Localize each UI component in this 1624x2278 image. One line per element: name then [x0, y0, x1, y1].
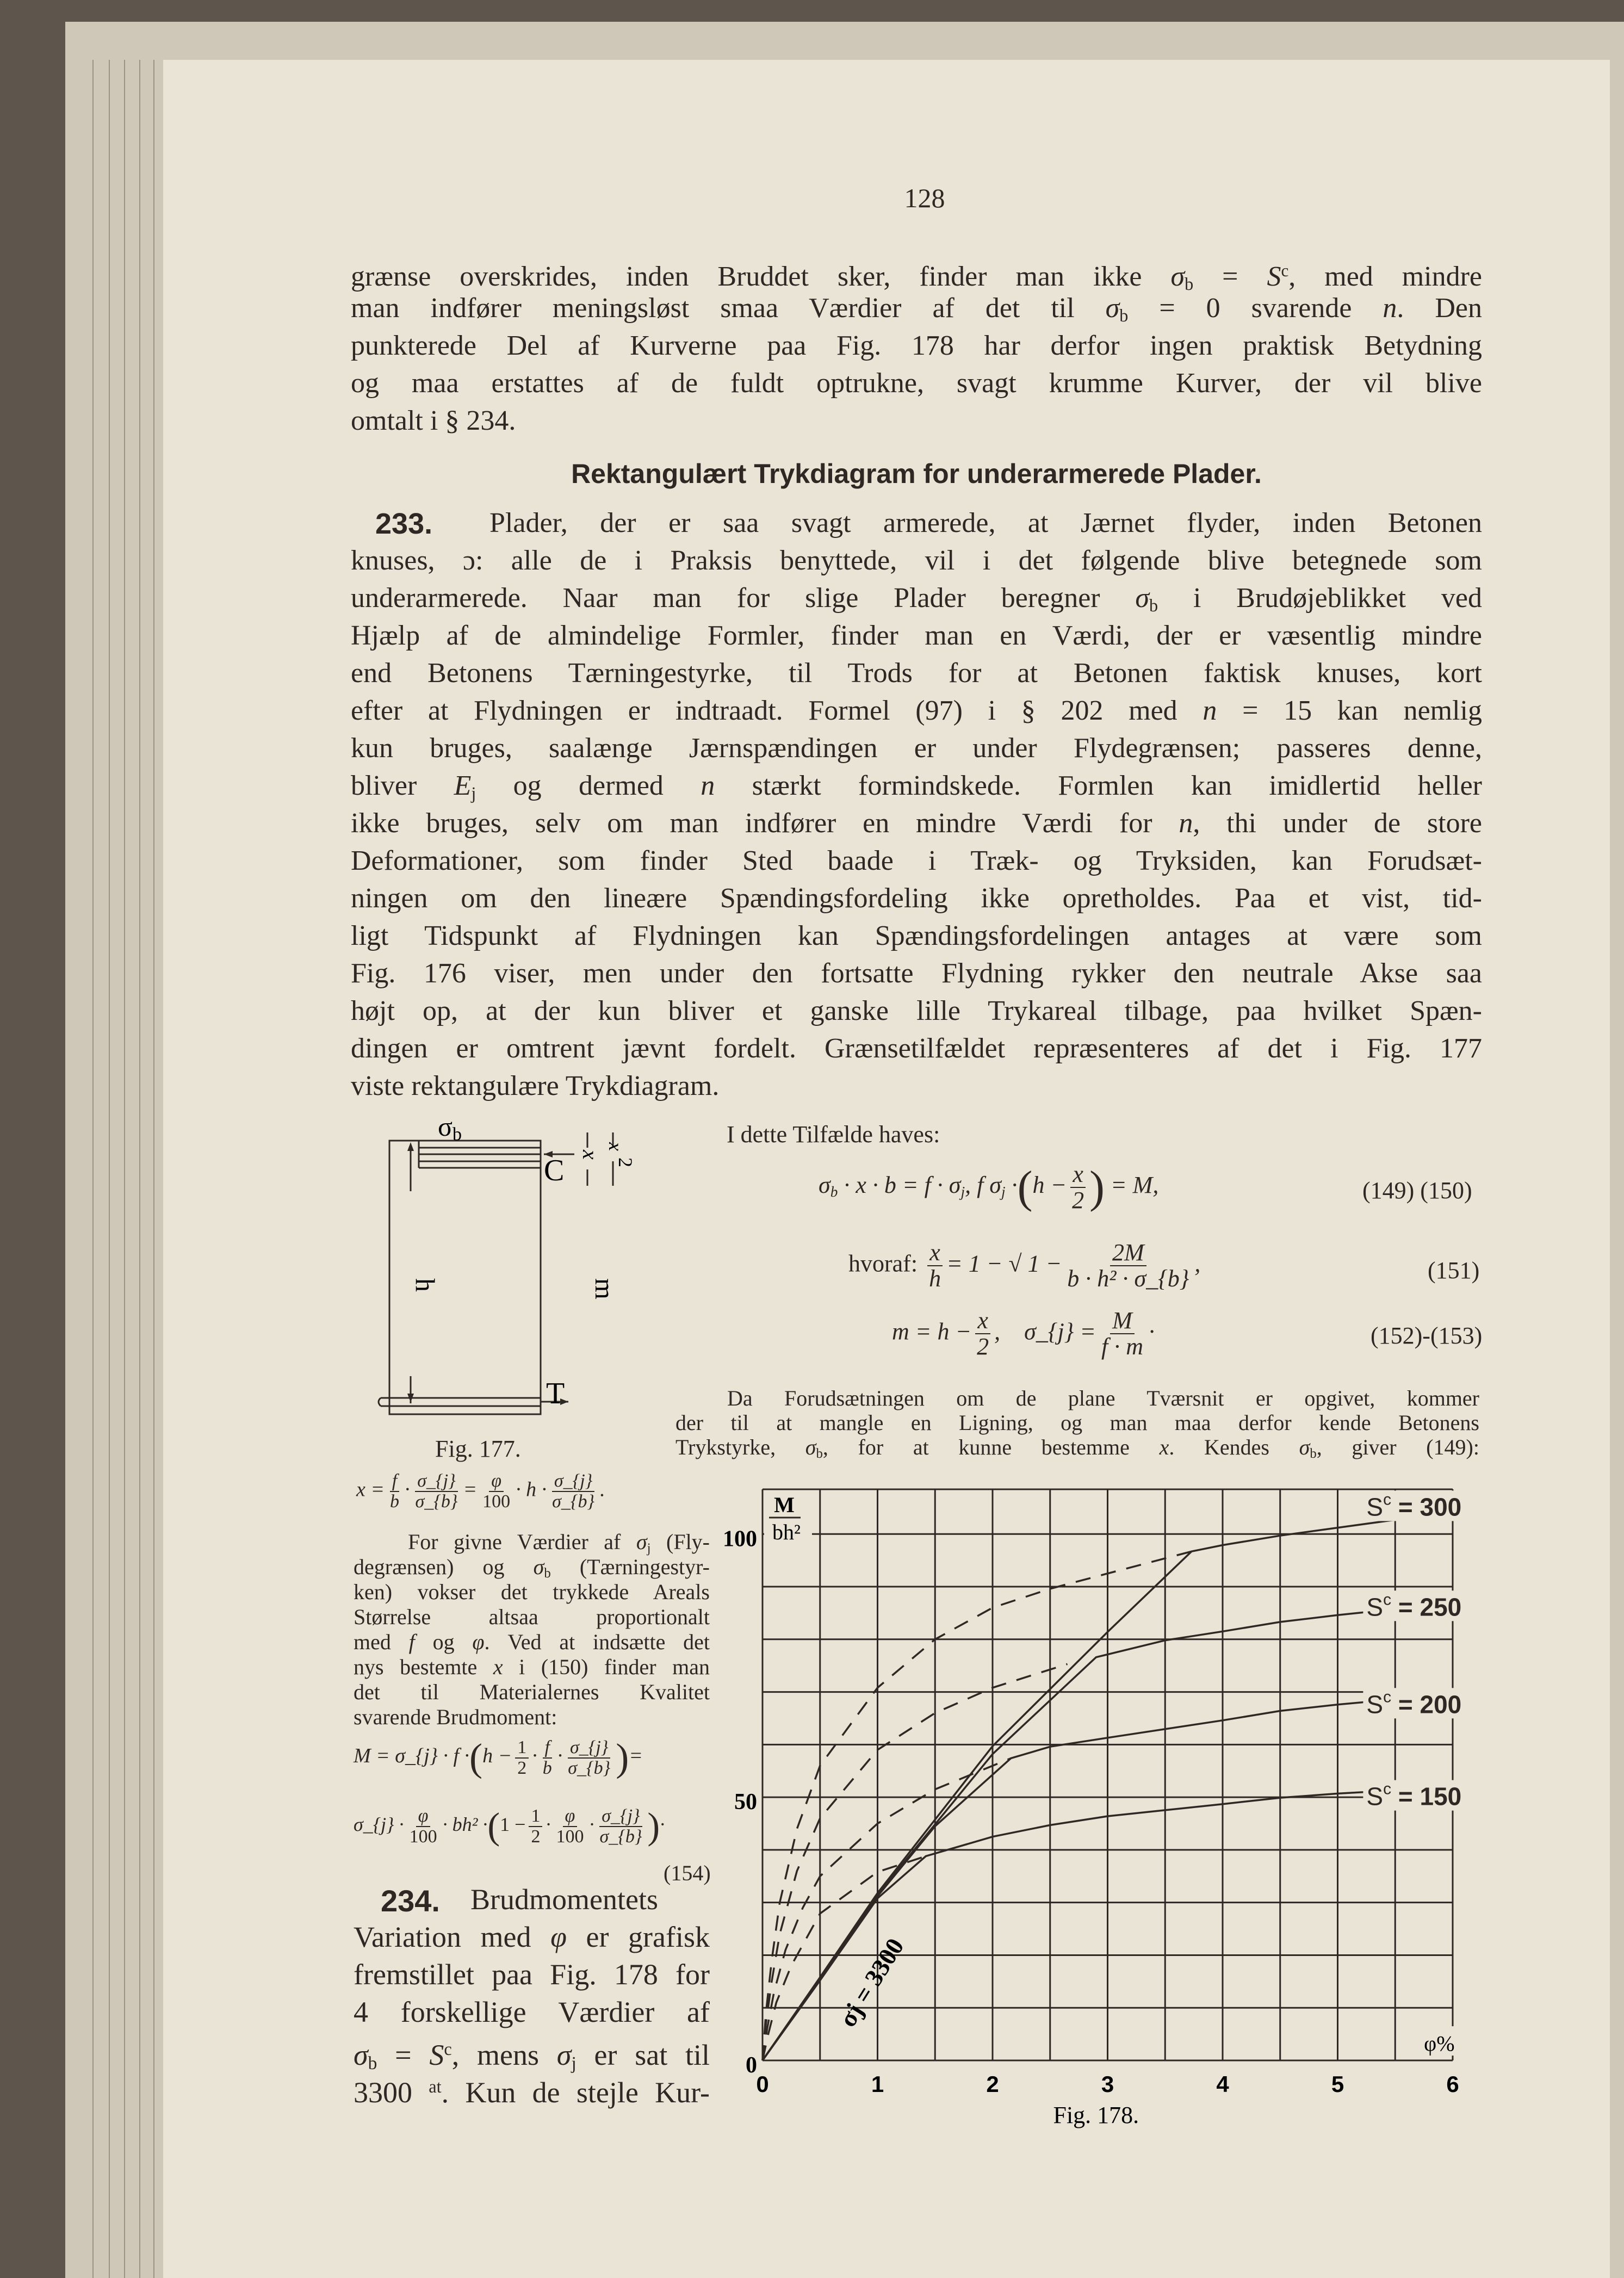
x-axis-label: φ% — [1424, 2031, 1455, 2056]
text-line: efter at Flydningen er indtraadt. Formel (97) i § 202 med n = 15 kan nemlig — [351, 695, 1482, 726]
text-line: punkterede Del af Kurverne paa Fig. 178 har derfor ingen praktisk Betydning — [351, 330, 1482, 361]
fig-177-caption: Fig. 177. — [435, 1435, 521, 1462]
fig177-label-C: C — [544, 1154, 565, 1187]
fig177-label-x-half: x — [605, 1142, 627, 1151]
eq154b-sigma-j: σ_{j} — [599, 1806, 642, 1827]
series-label: $S^c = 150$ — [1366, 1780, 1462, 1811]
paragraph-number-233: 233. — [375, 507, 433, 540]
text-line: ken) vokser det trykkede Areals — [354, 1580, 710, 1604]
text-line: Deformationer, som finder Sted baade i Træk- og Tryksiden, kan Forudsæt- — [351, 845, 1482, 876]
text-line: man indfører meningsløst smaa Værdier af det til $\sigma_b = 0$ svarende n. Den — [351, 293, 1482, 326]
reinforcement-bar — [379, 1398, 541, 1406]
text-line: Plader, der er saa svagt armerede, at Jærnet flyder, inden Betonen — [489, 507, 1482, 538]
paragraph-number-234: 234. — [381, 1884, 440, 1918]
y-tick-label: 100 — [723, 1526, 757, 1552]
text-line: knuses, ɔ: alle de i Praksis benyttede, vil i det følgende blive betegnede som — [351, 545, 1482, 576]
y-axis-label-numerator: M — [774, 1493, 795, 1517]
eq151-denominator: b · h² · σ_{b} — [1067, 1265, 1189, 1292]
series-label: $S^c = 300$ — [1366, 1490, 1462, 1521]
series-line-7 — [763, 1759, 1011, 2061]
equation-149-150: $\sigma_b \cdot x \cdot b = f \cdot \sigma_j$, f $\sigma_j \cdot(h$ − $\frac{x}{2}$ ) = M, — [819, 1160, 1159, 1214]
eq154a-sigma-b: σ_{b} — [568, 1757, 611, 1778]
right-intro: I dette Tilfælde haves: — [727, 1121, 940, 1148]
text-line: der til at mangle en Ligning, og man maa derfor kende Betonens — [675, 1410, 1479, 1435]
text-line: ikke bruges, selv om man indfører en mindre Værdi for n, thi under de store — [351, 808, 1482, 839]
equation-154-part-1: M = σ_{j} · f ·(h − $\frac{1}{2}$ · $\frac{f}{b}$ · $\frac{\sigma\_\{j\}}{\sigma\_\{b\}}$ )= — [354, 1736, 643, 1779]
text-line: med f og φ. Ved at indsætte det — [354, 1630, 710, 1654]
text-line: viste rektangulære Trykdiagram. — [351, 1070, 720, 1101]
text-line: degrænsen) og $\sigma_b$ (Tærningestyr- — [354, 1555, 710, 1581]
text-line: Brudmomentets — [470, 1883, 658, 1916]
text-line: Hjælp af de almindelige Formler, finder man en Værdi, der er væsentlig mindre — [351, 620, 1482, 651]
page-edge-line — [92, 60, 94, 2278]
text-line: og maa erstattes af de fuldt optrukne, svagt krumme Kurver, der vil blive — [351, 368, 1482, 399]
x-tick-label: 1 — [871, 2071, 884, 2097]
text-line: bliver $E_j$ og dermed n stærkt formindskede. Formlen kan imidlertid heller — [351, 770, 1483, 803]
text-line: underarmerede. Naar man for slige Plader beregner $\sigma_b$ i Brudøjeblikket ved — [351, 583, 1482, 616]
text-line: det til Materialernes Kvalitet — [354, 1680, 710, 1704]
text-line: højt op, at der kun bliver et ganske lille Trykareal tilbage, paa hvilket Spæn- — [351, 995, 1482, 1026]
eq154a-lhs: M = σ_{j} · f · — [354, 1744, 470, 1768]
page-edge-line — [139, 60, 140, 2278]
page-number: 128 — [904, 183, 945, 213]
text-line: nys bestemte x i (150) finder man — [354, 1655, 710, 1679]
text-line: end Betonens Tærningestyrke, til Trods for at Betonen faktisk knuses, kort — [351, 658, 1482, 689]
equation-label-149-150: (149) (150) — [1362, 1177, 1472, 1204]
eqx-sigma-j-1: σ_{j} — [415, 1471, 457, 1492]
text-line: 3300 $^{at}$. Kun de stejle Kur- — [354, 2076, 710, 2109]
text-line: svarende Brudmoment: — [354, 1705, 557, 1729]
y-tick-label: 50 — [734, 1790, 757, 1815]
eqx-sigma-b-2: σ_{b} — [552, 1491, 595, 1512]
sigma-j-annotation: σj = 3300 — [833, 1933, 909, 2032]
fig177-label-x: x — [578, 1150, 603, 1160]
text-line: 4 forskellige Værdier af — [354, 1996, 710, 2028]
text-line: For givne Værdier af $\sigma_j$ (Fly- — [408, 1530, 710, 1556]
page-edge-line — [153, 60, 154, 2278]
text-line: ningen om den lineære Spændingsfordeling ikke opretholdes. Paa et vist, tid- — [351, 883, 1482, 914]
text-line: Fig. 176 viser, men under den fortsatte Flydning rykker den neutrale Akse saa — [351, 958, 1482, 989]
text-line: Størrelse altsaa proportionalt — [354, 1605, 710, 1629]
page-edge-line — [124, 60, 125, 2278]
fig177-label-T: T — [546, 1377, 565, 1410]
text-line: grænse overskrides, inden Bruddet sker, finder man ikke $\sigma_b = S^c$, med mindre — [351, 261, 1483, 294]
series-label: $S^c = 250$ — [1366, 1590, 1462, 1621]
compression-block — [419, 1141, 541, 1168]
text-line: fremstillet paa Fig. 178 for — [354, 1958, 710, 1991]
fig177-label-m: m — [590, 1278, 620, 1299]
eqx-sigma-b-1: σ_{b} — [415, 1491, 458, 1512]
text-line: Da Forudsætningen om de plane Tværsnit er opgivet, kommer — [727, 1386, 1479, 1410]
equation-152-153: m = h − $\frac{x}{2}$ , σ_{j} = $\frac{M}{f \cdot m}$ · — [892, 1307, 1155, 1360]
eq154a-sigma-j: σ_{j} — [568, 1738, 610, 1759]
text-line: Trykstyrke, $\sigma_b$, for at kunne bestemme x. Kendes $\sigma_b$, giver (149): — [675, 1435, 1479, 1462]
text-line: dingen er omtrent jævnt fordelt. Grænsetilfældet repræsenteres af det i Fig. 177 — [351, 1033, 1482, 1064]
section-heading: Rektangulært Trykdiagram for underarmerede Plader. — [571, 459, 1262, 489]
series-label: $S^c = 200$ — [1366, 1688, 1462, 1719]
series-line-5 — [763, 1551, 1192, 2060]
fig177-label-sigma-b: σb — [438, 1111, 462, 1144]
fig-177-diagram — [370, 1110, 674, 1436]
x-tick-label: 6 — [1446, 2071, 1459, 2097]
equation-154-part-2: σ_{j} · $\frac{\varphi}{100}$ · bh² ·(1 − $\frac{1}{2}$ · $\frac{\varphi}{100}$ · $\frac{\sigma\_\{j\}}{\sigma\_\{b\}}$ )· — [354, 1805, 665, 1847]
x-tick-label: 3 — [1101, 2071, 1114, 2097]
section-outline — [389, 1141, 541, 1414]
equation-label-154: (154) — [664, 1861, 711, 1885]
eq154b-sigma-b: σ_{b} — [599, 1826, 642, 1847]
text-line: ligt Tidspunkt af Flydningen kan Spændingsfordelingen antages at være som — [351, 920, 1482, 951]
y-tick-label: 0 — [746, 2053, 757, 2078]
equation-label-151: (151) — [1428, 1257, 1480, 1284]
fig-178-chart — [718, 1469, 1490, 2132]
fig177-label-x-half-den: 2 — [615, 1157, 636, 1167]
equation-x: x = $\frac{f}{b}$ · $\frac{\sigma\_\{j\}}{\sigma\_\{b\}}$ = $\frac{\varphi}{100}$ · h · $\frac{\sigma\_\{j\}}{\sigma\_\{b\}}$ . — [356, 1471, 605, 1512]
eq152-middle: , σ_{j} = — [994, 1318, 1096, 1345]
eq154b-lhs: σ_{j} · — [354, 1813, 404, 1835]
text-line: $\sigma_b = S^c$, mens $\sigma_j$ er sat til — [354, 2038, 710, 2074]
text-line: omtalt i § 234. — [351, 405, 516, 436]
fig177-label-h: h — [410, 1278, 441, 1292]
x-tick-label: 2 — [986, 2071, 999, 2097]
page-edge-line — [109, 60, 110, 2278]
eqx-sigma-j-2: σ_{j} — [552, 1471, 594, 1492]
equation-151: hvoraf: $\frac{x}{h}$ = 1 − √ 1 − $\frac{2M}{\text{b · h² · σ\_\{b\}}}$ , — [848, 1239, 1201, 1292]
text-line: Variation med φ er grafisk — [354, 1921, 710, 1953]
x-tick-label: 5 — [1331, 2071, 1344, 2097]
series-line-6 — [763, 1664, 1068, 2060]
equation-label-152-153: (152)-(153) — [1371, 1322, 1483, 1349]
text-line: kun bruges, saalænge Jærnspændingen er under Flydegrænsen; passeres denne, — [351, 733, 1482, 764]
x-tick-label: 0 — [756, 2071, 769, 2097]
x-tick-label: 4 — [1216, 2071, 1229, 2097]
y-axis-label-denominator: bh² — [772, 1520, 801, 1544]
fig-178-caption: Fig. 178. — [1053, 2102, 1139, 2128]
